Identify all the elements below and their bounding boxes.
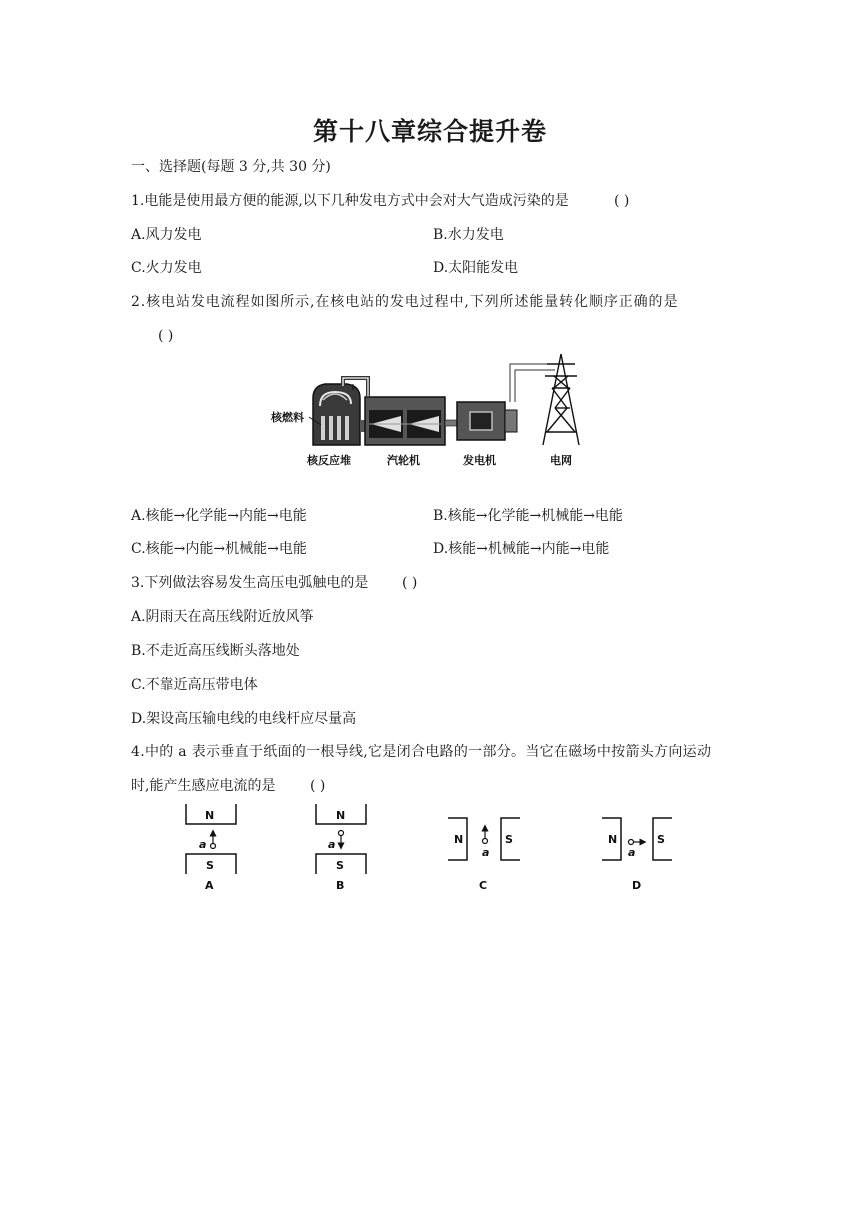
question-3-option-b: B.不走近高压线断头落地处 — [131, 643, 300, 659]
page-title: 第十八章综合提升卷 — [312, 117, 547, 146]
question-1-option-d: D.太阳能发电 — [433, 260, 519, 276]
question-4-answer-blank: ( ) — [310, 778, 326, 794]
option-d-figure — [602, 818, 672, 892]
question-2-option-d: D.核能→机械能→内能→电能 — [433, 541, 610, 557]
question-2-option-c: C.核能→内能→机械能→电能 — [131, 541, 307, 557]
fuel-label: 核燃料 — [271, 411, 304, 424]
question-2-option-a: A.核能→化学能→内能→电能 — [131, 508, 307, 524]
question-3-option-c: C.不靠近高压带电体 — [131, 677, 258, 693]
svg-text:S: S — [657, 833, 665, 846]
question-3-option-a: A.阴雨天在高压线附近放风筝 — [131, 609, 314, 625]
turbine-label: 汽轮机 — [387, 454, 420, 467]
option-a-label: A — [205, 879, 214, 892]
svg-text:a: a — [482, 846, 490, 859]
option-c-figure — [448, 818, 520, 892]
question-1-answer-blank: ( ) — [614, 193, 630, 209]
svg-text:N: N — [205, 809, 215, 822]
svg-text:a: a — [628, 846, 636, 859]
generator-illustration — [457, 402, 517, 440]
option-b-figure — [316, 804, 366, 892]
option-c-label: C — [479, 879, 488, 892]
question-3-stem: 3.下列做法容易发生高压电弧触电的是 — [131, 575, 369, 591]
grid-label: 电网 — [550, 454, 572, 467]
svg-text:S: S — [336, 859, 344, 872]
svg-text:a: a — [328, 838, 336, 851]
power-pylon-illustration — [543, 354, 579, 445]
question-4-stem-line-2: 时,能产生感应电流的是 — [131, 778, 276, 794]
generator-label: 发电机 — [463, 454, 496, 467]
question-3-answer-blank: ( ) — [402, 575, 418, 591]
nuclear-plant-diagram — [265, 350, 600, 475]
question-1-option-a: A.风力发电 — [131, 227, 202, 243]
question-2-stem: 2.核电站发电流程如图所示,在核电站的发电过程中,下列所述能量转化顺序正确的是 — [131, 294, 679, 310]
reactor-label: 核反应堆 — [307, 454, 351, 467]
svg-text:S: S — [505, 833, 513, 846]
svg-text:N: N — [336, 809, 346, 822]
turbine-illustration — [365, 397, 445, 445]
svg-text:S: S — [206, 859, 214, 872]
question-1-stem: 1.电能是使用最方便的能源,以下几种发电方式中会对大气造成污染的是 — [131, 193, 569, 209]
svg-text:a: a — [199, 838, 207, 851]
option-a-figure — [186, 804, 236, 892]
magnetic-field-options-diagram — [170, 802, 690, 894]
question-3-option-d: D.架设高压输电线的电线杆应尽量高 — [131, 711, 357, 727]
question-1-option-c: C.火力发电 — [131, 260, 202, 276]
question-1-option-b: B.水力发电 — [433, 227, 504, 243]
option-d-label: D — [632, 879, 642, 892]
svg-text:N: N — [608, 833, 618, 846]
svg-text:N: N — [454, 833, 464, 846]
question-2-option-b: B.核能→化学能→机械能→电能 — [433, 508, 623, 524]
question-4-stem-line-1: 4.中的 a 表示垂直于纸面的一根导线,它是闭合电路的一部分。当它在磁场中按箭头方向运动 — [131, 744, 712, 760]
section-heading: 一、选择题(每题 3 分,共 30 分) — [131, 159, 331, 175]
question-2-answer-blank: ( ) — [158, 328, 174, 344]
reactor-illustration — [313, 378, 368, 445]
option-b-label: B — [336, 879, 345, 892]
